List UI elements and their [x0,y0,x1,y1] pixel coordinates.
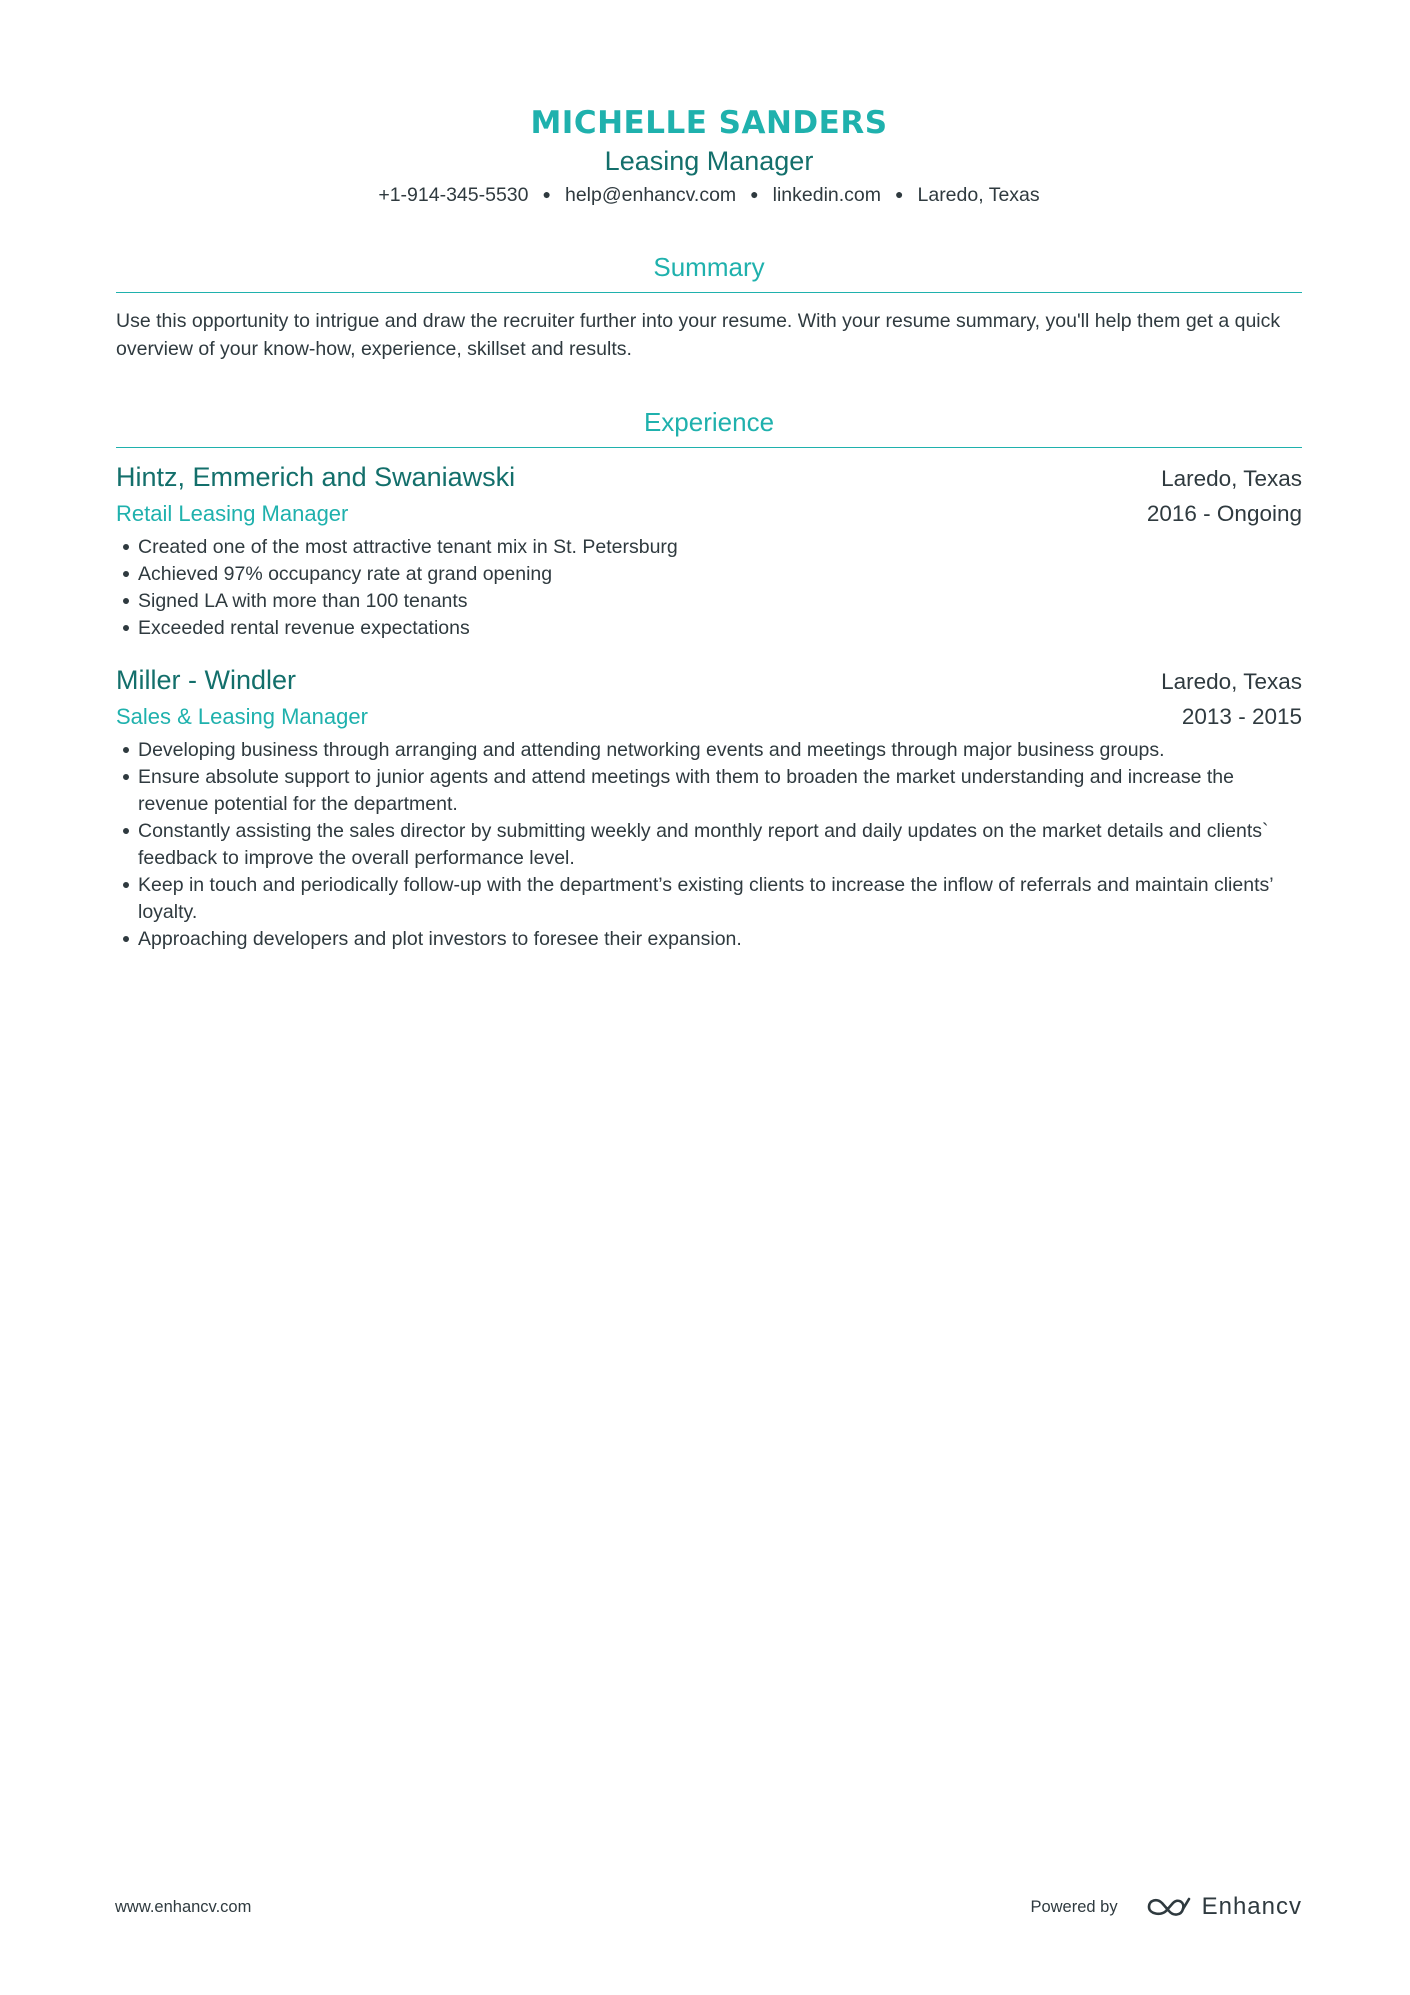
job-bullet: Developing business through arranging and attending networking events and meetings through major business groups. [116,737,1302,764]
experience-heading: Experience [116,405,1302,448]
experience-section [116,405,1302,953]
job-bullet: Signed LA with more than 100 tenants [116,588,1302,615]
job-bullets [116,737,1302,953]
contact-email: help@enhancv.com [564,184,737,206]
job-bullet: Exceeded rental revenue expectations [116,615,1302,642]
job-dates: 2016 - Ongoing [1146,501,1302,526]
contact-location: Laredo, Texas [917,184,1040,206]
resume-page [116,0,1302,953]
candidate-title: Leasing Manager [604,146,814,176]
enhancv-brand-name: Enhancv [1201,1893,1302,1920]
job-bullet: Ensure absolute support to junior agents and attend meetings with them to broaden the market understanding and increase the revenue potential for the department. [116,764,1302,818]
job-entry [116,662,1302,953]
summary-heading: Summary [116,250,1302,293]
job-bullet: Created one of the most attractive tenant mix in St. Petersburg [116,534,1302,561]
footer-brand [1030,1893,1302,1921]
job-entry [116,459,1302,642]
job-role: Retail Leasing Manager [116,501,349,526]
resume-header [116,0,1302,209]
contact-separator-dot: ● [542,186,551,202]
job-bullet: Achieved 97% occupancy rate at grand opening [116,561,1302,588]
job-bullets [116,534,1302,642]
contact-separator-dot: ● [895,186,904,202]
contact-line [116,180,1302,209]
job-role: Sales & Leasing Manager [116,704,368,729]
candidate-name: MICHELLE SANDERS [530,105,888,141]
job-location: Laredo, Texas [1161,466,1302,491]
contact-separator-dot: ● [750,186,759,202]
job-company: Hintz, Emmerich and Swaniawski [116,462,516,492]
powered-by-label: Powered by [1030,1897,1118,1916]
job-company: Miller - Windler [116,665,297,695]
contact-linkedin: linkedin.com [772,184,882,206]
enhancv-logo-icon [1146,1894,1192,1920]
job-bullet: Keep in touch and periodically follow-up with the department’s existing clients to increase the inflow of referrals and maintain clients’ loyalty. [116,872,1302,926]
job-dates: 2013 - 2015 [1181,704,1302,729]
contact-phone: +1-914-345-5530 [378,184,529,206]
job-bullet: Approaching developers and plot investors to foresee their expansion. [116,926,1302,953]
job-location: Laredo, Texas [1161,669,1302,694]
job-bullet: Constantly assisting the sales director by submitting weekly and monthly report and daily updates on the market details and clients` feedback to improve the overall performance level. [116,818,1302,872]
summary-text: Use this opportunity to intrigue and draw the recruiter further into your resume. With your resume summary, you'll help them get a quick overview of your know-how, experience, skillset and results. [116,310,1281,360]
summary-section [116,250,1302,363]
footer-website-link[interactable]: www.enhancv.com [115,1897,252,1916]
page-footer [115,1890,1302,1924]
